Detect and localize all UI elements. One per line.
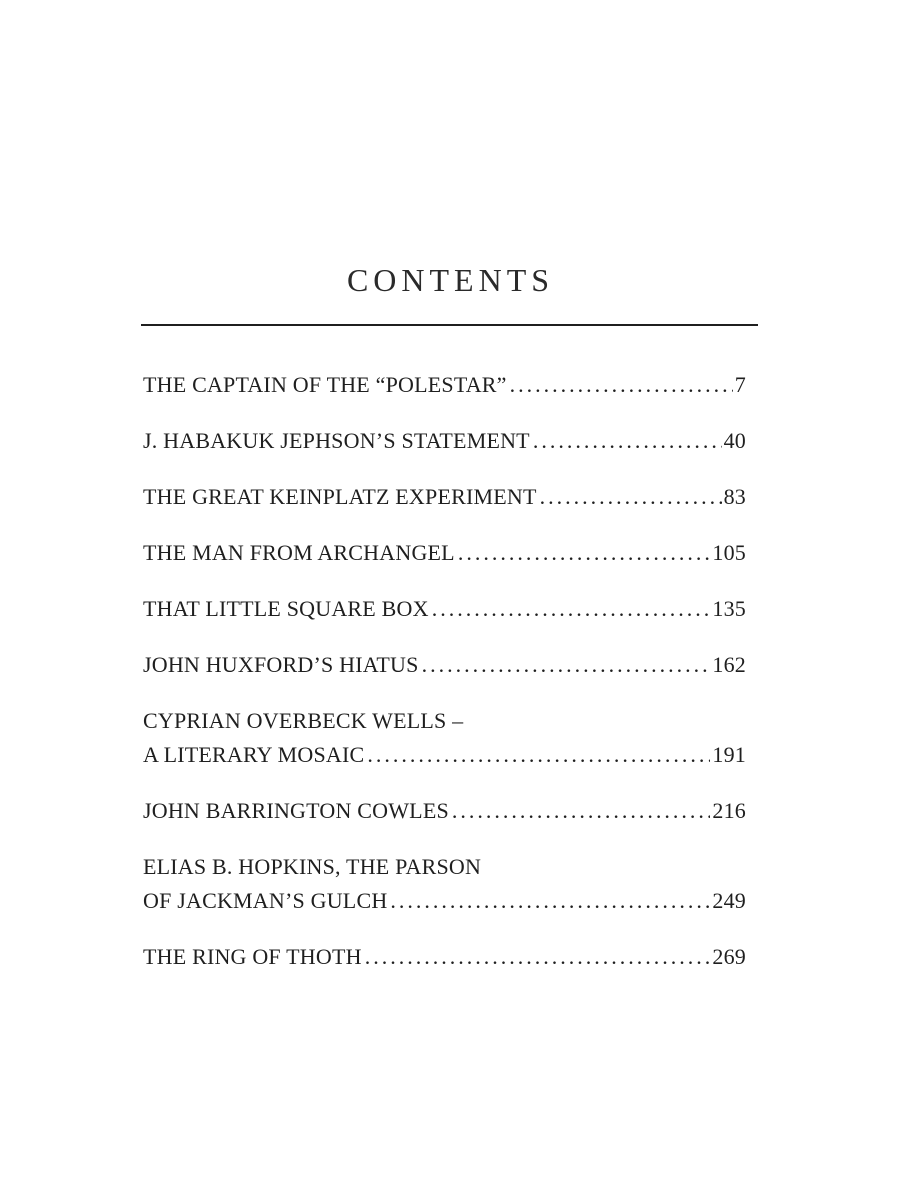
dot-leader	[367, 738, 710, 772]
toc-entry-title: THE GREAT KEINPLATZ EXPERIMENT	[143, 484, 537, 509]
toc-entry-title-first-line: ELIAS B. HOPKINS, THE PARSON	[143, 854, 482, 879]
dot-leader	[390, 884, 710, 918]
toc-entry[interactable]	[143, 704, 746, 772]
dot-leader	[510, 368, 733, 402]
toc-page-number: 105	[712, 540, 746, 565]
toc-entry-line	[143, 940, 746, 974]
dot-leader	[452, 794, 711, 828]
toc-entry-line	[143, 794, 746, 828]
toc-entry-title-first-line: CYPRIAN OVERBECK WELLS –	[143, 708, 464, 733]
toc-page-number: 249	[712, 888, 746, 913]
toc-entry-title: THE CAPTAIN OF THE “POLESTAR”	[143, 372, 507, 397]
toc-entry-line	[143, 648, 746, 682]
toc-page-number: 7	[734, 372, 746, 397]
toc-entry-line	[143, 368, 746, 402]
toc-entry-line	[143, 536, 746, 570]
toc-entry-title: OF JACKMAN’S GULCH	[143, 888, 388, 913]
dot-leader	[540, 480, 722, 514]
toc-entry-title: A LITERARY MOSAIC	[143, 742, 365, 767]
toc-entry[interactable]	[143, 592, 746, 626]
toc-entry[interactable]	[143, 368, 746, 402]
toc-entry[interactable]	[143, 940, 746, 974]
toc-page-number: 135	[712, 596, 746, 621]
toc-entry[interactable]	[143, 794, 746, 828]
toc-entry-line	[143, 592, 746, 626]
toc-entry[interactable]	[143, 536, 746, 570]
toc-entry[interactable]	[143, 648, 746, 682]
toc-page-number: 162	[712, 652, 746, 677]
toc-entry[interactable]	[143, 480, 746, 514]
toc-entry-line	[143, 424, 746, 458]
toc-page-number: 191	[712, 742, 746, 767]
toc-page-number: 216	[712, 798, 746, 823]
dot-leader	[422, 648, 711, 682]
toc-page-number: 40	[723, 428, 746, 453]
toc-page-number: 83	[723, 484, 746, 509]
toc-entry-title: THE RING OF THOTH	[143, 944, 362, 969]
toc-entry-title: THE MAN FROM ARCHANGEL	[143, 540, 455, 565]
toc-page-number: 269	[712, 944, 746, 969]
toc-entry-title: JOHN BARRINGTON COWLES	[143, 798, 449, 823]
toc-entry-line	[143, 738, 746, 772]
dot-leader	[365, 940, 711, 974]
toc-list	[143, 368, 746, 996]
toc-entry-line	[143, 884, 746, 918]
title-divider	[141, 324, 758, 326]
dot-leader	[458, 536, 711, 570]
dot-leader	[432, 592, 711, 626]
toc-entry[interactable]	[143, 424, 746, 458]
toc-entry-line	[143, 480, 746, 514]
dot-leader	[533, 424, 722, 458]
toc-entry[interactable]	[143, 850, 746, 918]
toc-entry-title: J. HABAKUK JEPHSON’S STATEMENT	[143, 428, 530, 453]
page-title: CONTENTS	[346, 262, 555, 298]
toc-entry-title: JOHN HUXFORD’S HIATUS	[143, 652, 419, 677]
toc-entry-title: THAT LITTLE SQUARE BOX	[143, 596, 429, 621]
